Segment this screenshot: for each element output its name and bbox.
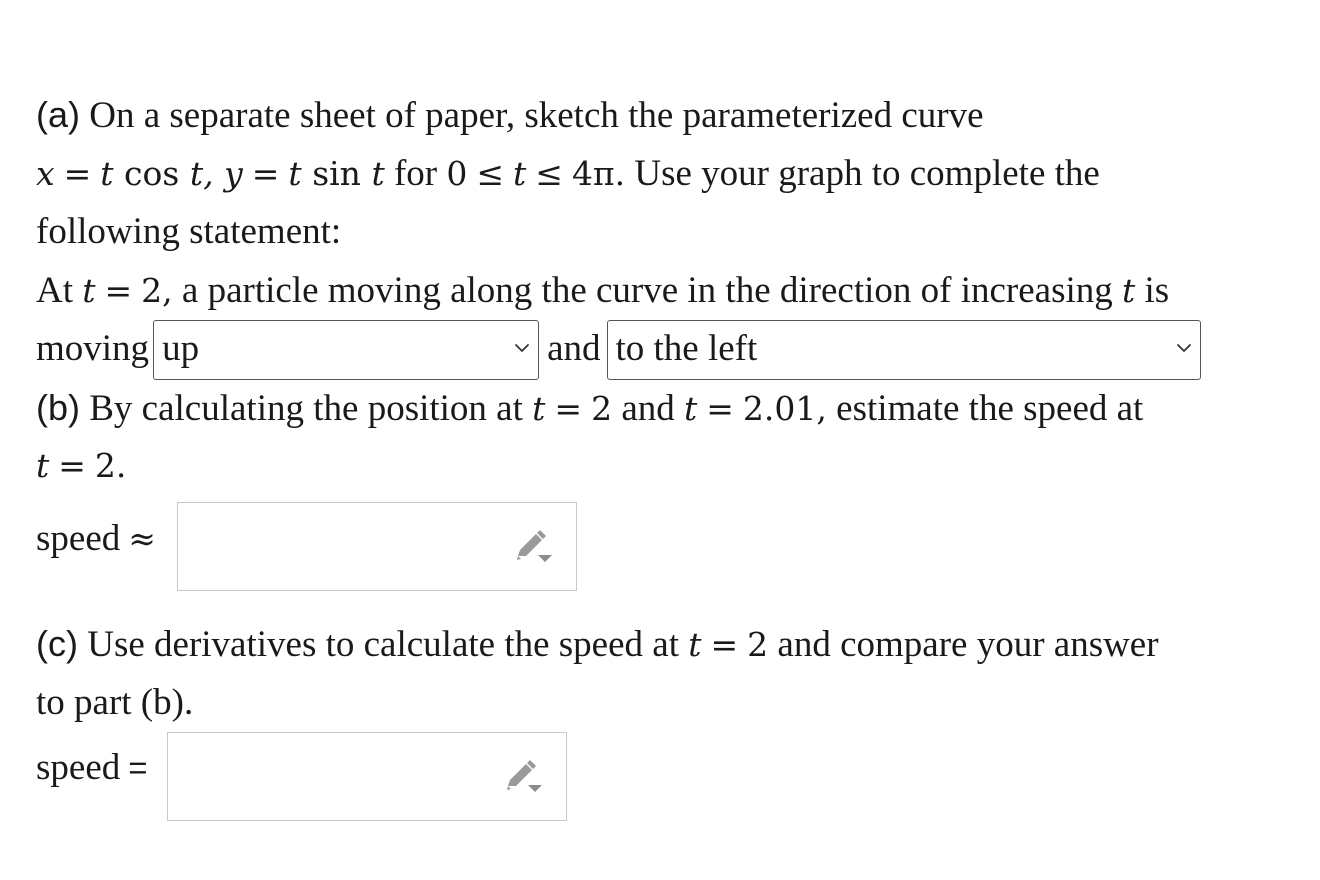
vertical-direction-select[interactable] <box>153 320 539 380</box>
chevron-down-icon <box>514 340 530 356</box>
part-c-line-2: to part (b). <box>36 681 194 723</box>
vertical-direction-value: up <box>162 327 200 369</box>
part-b-line-2: t = 2. <box>36 446 127 485</box>
part-a-line-3: following statement: <box>36 211 342 252</box>
speed-label: speed <box>36 747 121 788</box>
question-body <box>36 86 1306 496</box>
speed-estimate-input[interactable] <box>177 502 577 591</box>
part-b-answer-row <box>36 517 165 560</box>
part-c-body <box>36 615 1306 732</box>
part-c-answer-row <box>36 746 148 789</box>
approx-symbol: ≈ <box>128 519 156 558</box>
part-a-dropdown-line: moving up and to the left <box>36 320 1306 379</box>
part-a-line-2: x = t cos t, y = t sin t for 0 ≤ t ≤ 4π. Use your graph to complete the <box>36 152 1100 194</box>
part-b-label: (b) <box>36 386 80 428</box>
part-a-statement: At t = 2, a particle moving along the curve in the direction of increasing t is <box>36 269 1170 311</box>
pencil-dropdown-icon[interactable] <box>512 529 554 565</box>
chevron-down-icon <box>1176 340 1192 356</box>
horizontal-direction-value: to the left <box>615 327 758 369</box>
part-c-line-1: (c) Use derivatives to calculate the speed at t = 2 and compare your answer <box>36 623 1159 665</box>
part-a-label: (a) <box>36 94 80 135</box>
speed-exact-input[interactable] <box>167 732 567 821</box>
pencil-dropdown-icon[interactable] <box>502 759 544 795</box>
part-a-text: On a separate sheet of paper, sketch the parameterized curve <box>89 95 984 136</box>
part-a-line-1 <box>36 86 1306 145</box>
horizontal-direction-select[interactable] <box>607 320 1201 380</box>
speed-label: speed <box>36 518 121 559</box>
part-c-label: (c) <box>36 623 78 664</box>
part-b-line-1: (b) By calculating the position at t = 2 and t = 2.01, estimate the speed at <box>36 386 1144 429</box>
equals-symbol: = <box>128 749 148 786</box>
